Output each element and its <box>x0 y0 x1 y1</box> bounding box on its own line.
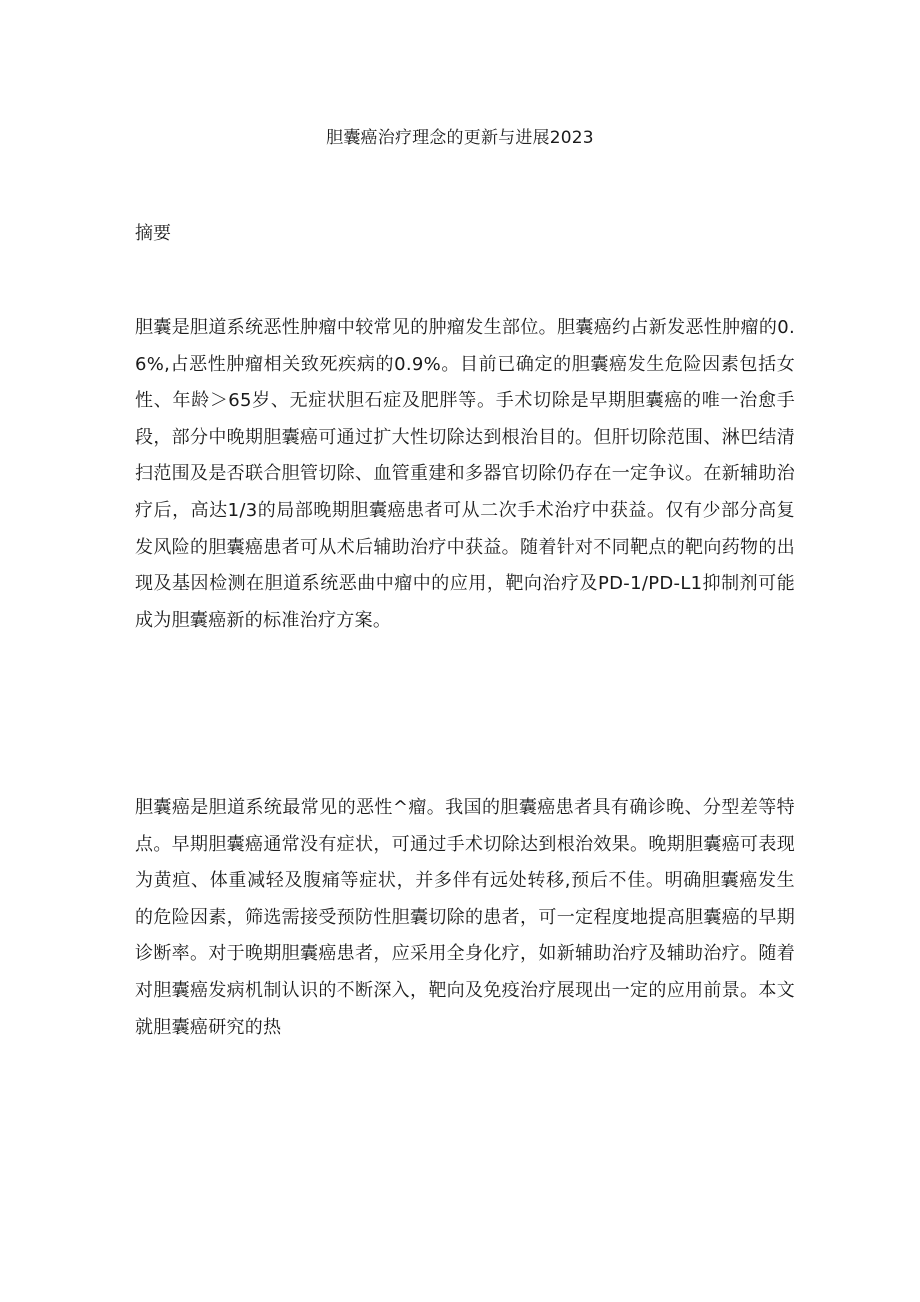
intro-paragraph: 胆囊癌是胆道系统最常见的恶性^瘤。我国的胆囊癌患者具有确诊晚、分型差等特点。早期胆囊癌通常没有症状，可通过手术切除达到根治效果。晚期胆囊癌可表现为黄疸、体重减轻及腹痛等症状，并多伴有远处转移,预后不佳。明确胆囊癌发生的危险因素，筛选需接受预防性胆囊切除的患者，可一定程度地提高胆囊癌的早期诊断率。对于晚期胆囊癌患者，应采用全身化疗，如新辅助治疗及辅助治疗。随着对胆囊癌发病机制认识的不断深入，靶向及免疫治疗展现出一定的应用前景。本文就胆囊癌研究的热 <box>135 797 795 1038</box>
abstract-heading: 摘要 <box>135 223 171 244</box>
abstract-paragraph: 胆囊是胆道系统恶性肿瘤中较常见的肿瘤发生部位。胆囊癌约占新发恶性肿瘤的0.6%,占恶性肿瘤相关致死疾病的0.9%。目前已确定的胆囊癌发生危险因素包括女性、年龄＞65岁、无症状胆石症及肥胖等。手术切除是早期胆囊癌的唯一治愈手段，部分中晚期胆囊癌可通过扩大性切除达到根治目的。但肝切除范围、淋巴结清扫范围及是否联合胆管切除、血管重建和多器官切除仍存在一定争议。在新辅助治疗后，高达1/3的局部晚期胆囊癌患者可从二次手术治疗中获益。仅有少部分高复发风险的胆囊癌患者可从术后辅助治疗中获益。随着针对不同靶点的靶向药物的出现及基因检测在胆道系统恶曲中瘤中的应用，靶向治疗及PD-1/PD-L1抑制剂可能成为胆囊癌新的标准治疗方案。 <box>135 317 795 631</box>
document-title: 胆囊癌治疗理念的更新与进展2023 <box>326 128 594 148</box>
